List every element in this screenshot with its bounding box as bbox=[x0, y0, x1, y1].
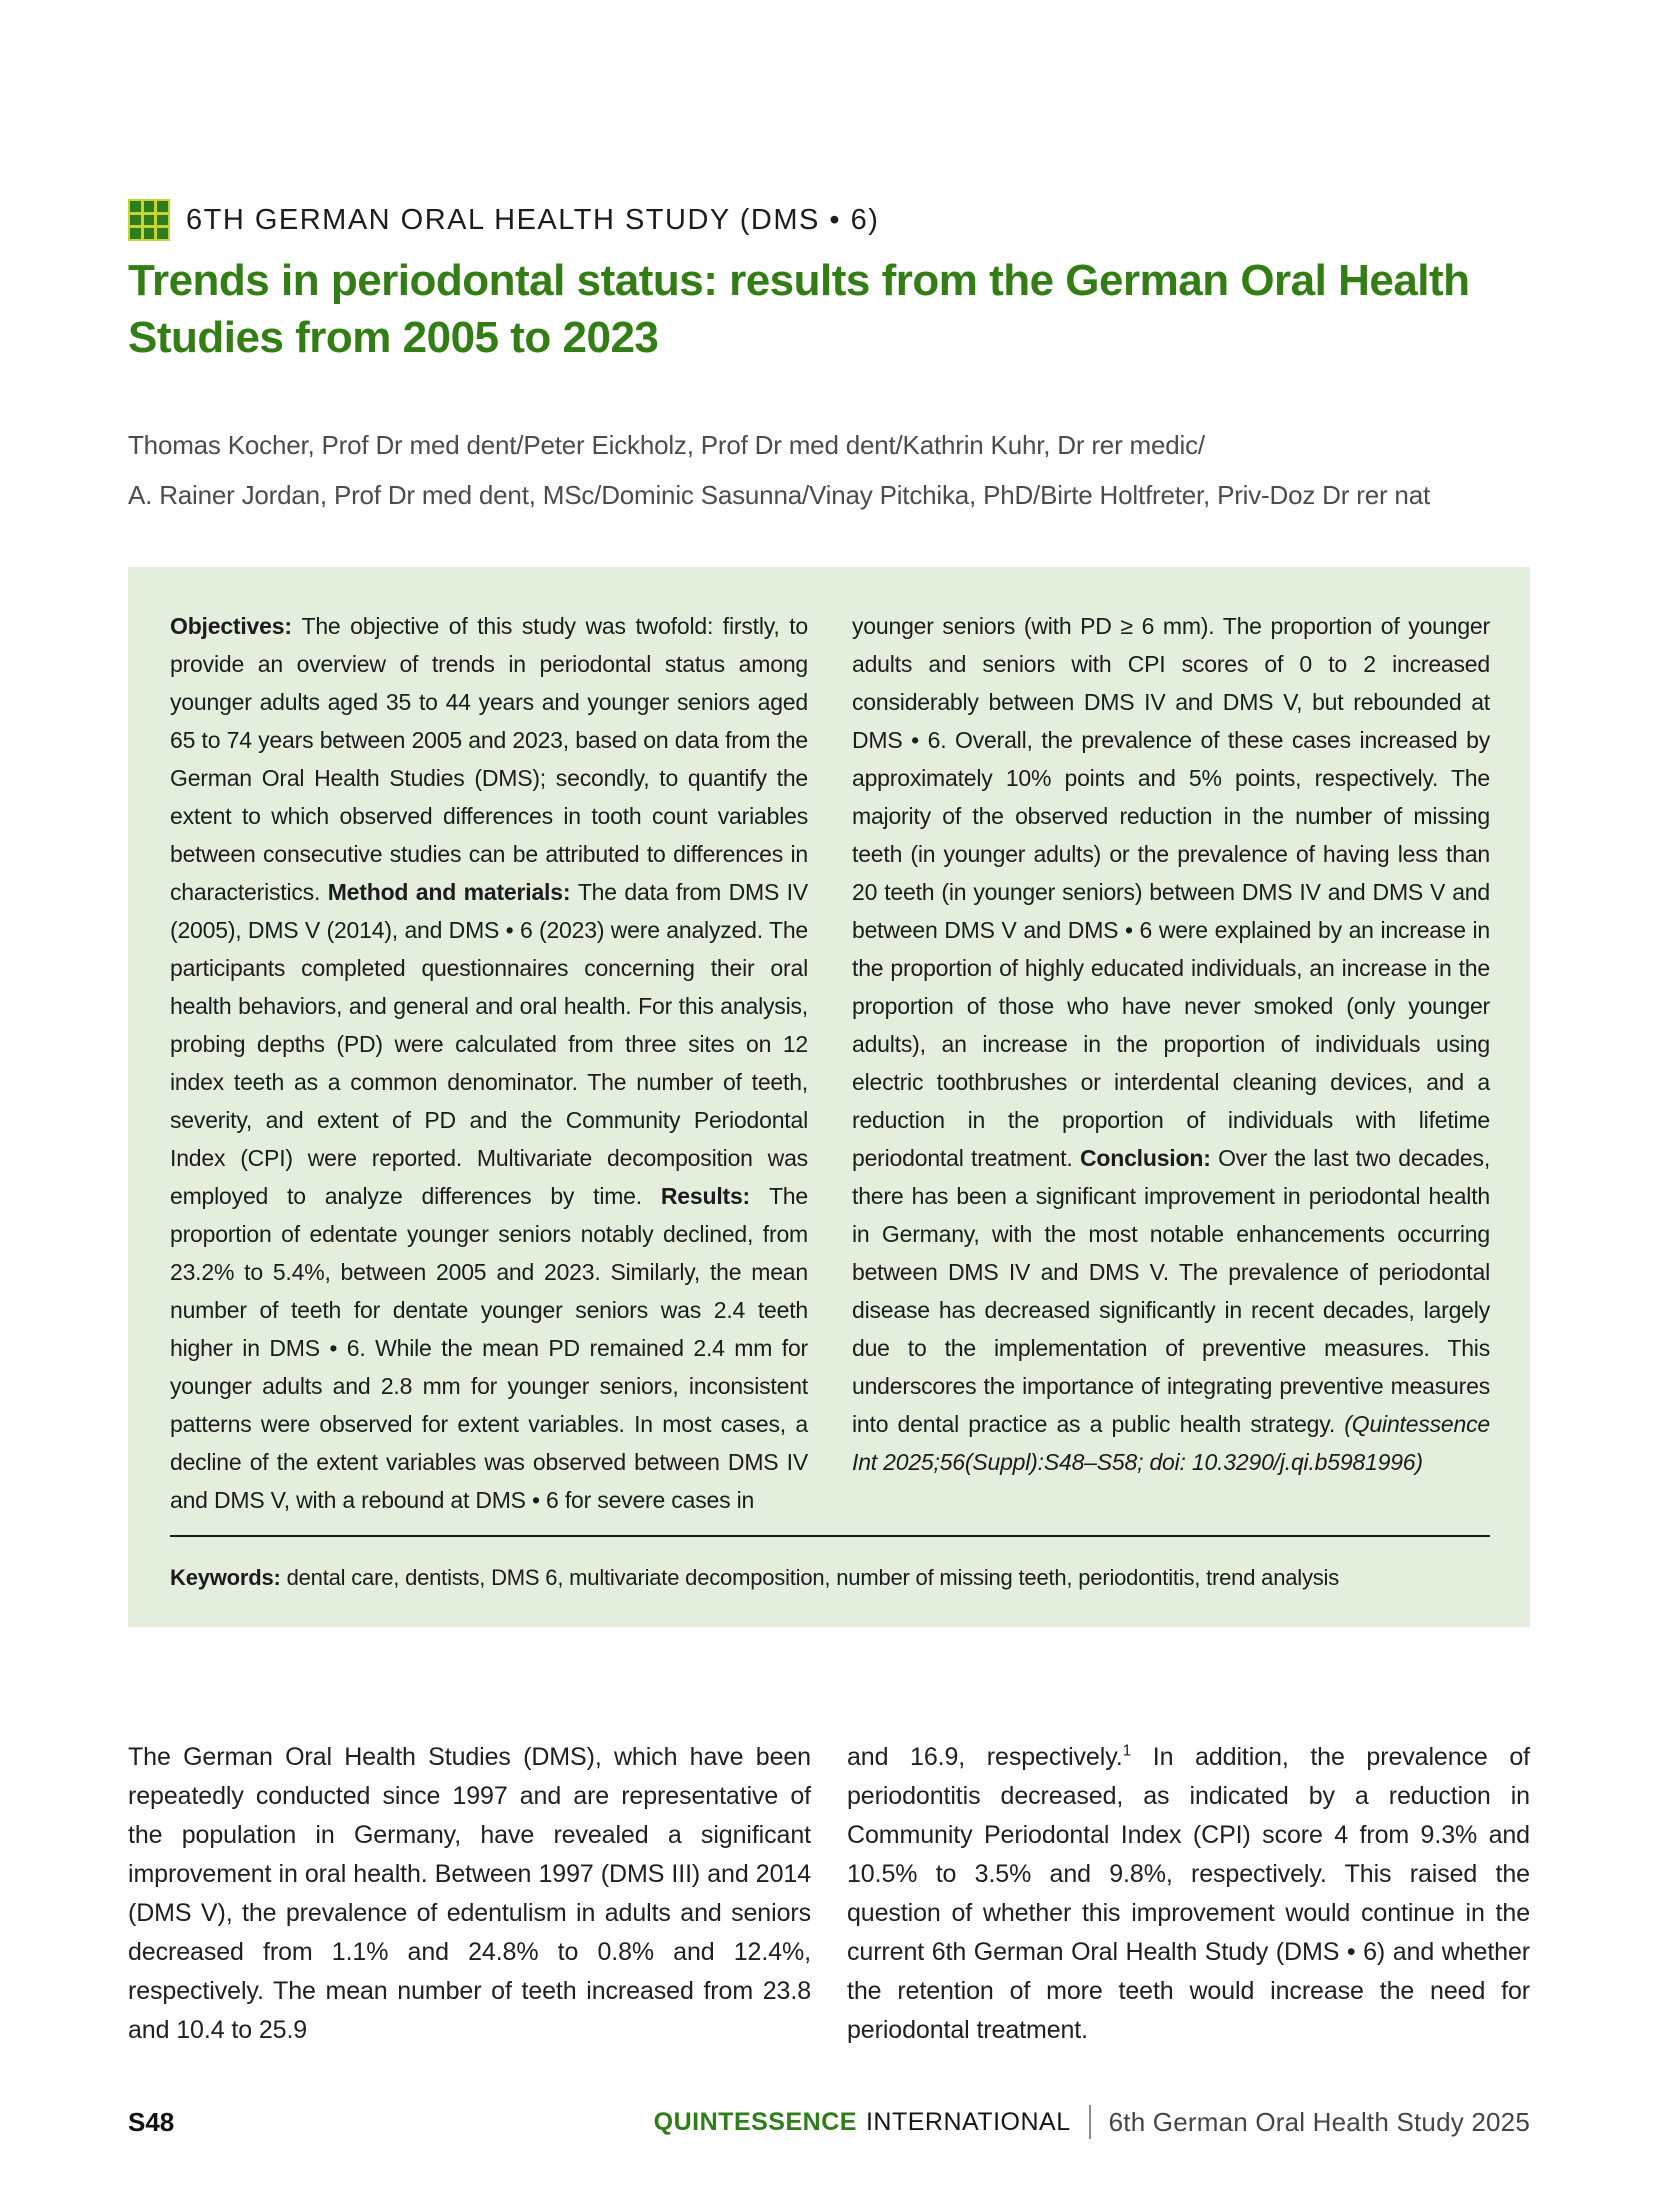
series-header bbox=[128, 198, 879, 242]
journal-name-regular: INTERNATIONAL bbox=[865, 2107, 1071, 2136]
page-number: S48 bbox=[128, 2106, 175, 2137]
article-title: Trends in periodontal status: results from the German Oral Health Studies from 2005 to 2023 bbox=[128, 256, 1470, 362]
keywords-line: Keywords: dental care, dentists, DMS 6, multivariate decomposition, number of missing teeth, periodontitis, trend analysis bbox=[170, 1565, 1340, 1590]
article-body bbox=[128, 1738, 1530, 2050]
green-grid-icon bbox=[128, 199, 170, 241]
footer-divider bbox=[1089, 2105, 1091, 2139]
keywords-divider bbox=[170, 1535, 1490, 1537]
issue-title: 6th German Oral Health Study 2025 bbox=[1108, 2106, 1530, 2137]
abstract-columns bbox=[170, 607, 1490, 1519]
journal-footer bbox=[654, 2105, 1530, 2139]
author-line-2: A. Rainer Jordan, Prof Dr med dent, MSc/Dominic Sasunna/Vinay Pitchika, PhD/Birte Holtfreter, Priv-Doz Dr rer nat bbox=[128, 480, 1430, 510]
abstract-column-left: Objectives: The objective of this study was twofold: firstly, to provide an overview of trends in periodontal status among younger adults aged 35 to 44 years and younger seniors aged 65 to 74 years between 2005 and 2023, based on data from the German Oral Health Studies (DMS); secondly, to quantify the extent to which observed differences in tooth count variables between consecutive studies can be attributed to differences in characteristics. Method and materials: The data from DMS IV (2005), DMS V (2014), and DMS • 6 (2023) were analyzed. The participants completed questionnaires concerning their oral health behaviors, and general and oral health. For this analysis, probing depths (PD) were calculated from three sites on 12 index teeth as a common denominator. The number of teeth, severity, and extent of PD and the Community Periodontal Index (CPI) were reported. Multivariate decomposition was employed to analyze differences by time. Results: The proportion of edentate younger seniors notably declined, from 23.2% to 5.4%, between 2005 and 2023. Similarly, the mean number of teeth for dentate younger seniors was 2.4 teeth higher in DMS • 6. While the mean PD remained 2.4 mm for younger adults and 2.8 mm for younger seniors, inconsistent patterns were observed for extent variables. In most cases, a decline of the extent variables was observed between DMS IV and DMS V, with a rebound at DMS • 6 for severe cases in bbox=[170, 613, 808, 1513]
body-column-right: and 16.9, respectively.$^1$ In addition, the prevalence of periodontitis decreased, as indicated by a reduction in Community Periodontal Index (CPI) score 4 from 9.3% and 10.5% to 3.5% and 9.8%, respectively. This raised the question of whether this improvement would continue in the current 6th German Oral Health Study (DMS • 6) and whether the retention of more teeth would increase the need for periodontal treatment. bbox=[847, 1742, 1531, 2044]
author-list bbox=[128, 420, 1548, 520]
page-footer bbox=[128, 2100, 1530, 2144]
series-title: 6TH GERMAN ORAL HEALTH STUDY (DMS • 6) bbox=[186, 203, 880, 236]
body-column-left: The German Oral Health Studies (DMS), which have been repeatedly conducted since 1997 and are representative of the population in Germany, have revealed a significant improvement in oral health. Between 1997 (DMS III) and 2014 (DMS V), the prevalence of edentulism in adults and seniors decreased from 1.1% and 24.8% to 0.8% and 12.4%, respectively. The mean number of teeth increased from 23.8 and 10.4 to 25.9 bbox=[128, 1743, 811, 2044]
journal-name-bold: QUINTESSENCE bbox=[653, 2107, 857, 2136]
abstract-column-right: younger seniors (with PD ≥ 6 mm). The proportion of younger adults and seniors with CPI scores of 0 to 2 increased considerably between DMS IV and DMS V, but rebounded at DMS • 6. Overall, the prevalence of these cases increased by approximately 10% points and 5% points, respectively. The majority of the observed reduction in the number of missing teeth (in younger adults) or the prevalence of having less than 20 teeth (in younger seniors) between DMS IV and DMS V and between DMS V and DMS • 6 were explained by an increase in the proportion of highly educated individuals, an increase in the proportion of those who have never smoked (only younger adults), an increase in the proportion of individuals using electric toothbrushes or interdental cleaning devices, and a reduction in the proportion of individuals with lifetime periodontal treatment. Conclusion: Over the last two decades, there has been a significant improvement in periodontal health in Germany, with the most notable enhancements occurring between DMS IV and DMS V. The prevalence of periodontal disease has decreased significantly in recent decades, largely due to the implementation of preventive measures. This underscores the importance of integrating preventive measures into dental practice as a public health strategy. (Quintessence Int 2025;56(Suppl):S48–S58; doi: 10.3290/j.qi.b5981996) bbox=[852, 613, 1491, 1475]
author-line-1: Thomas Kocher, Prof Dr med dent/Peter Eickholz, Prof Dr med dent/Kathrin Kuhr, Dr rer medic/ bbox=[128, 430, 1205, 460]
abstract-box bbox=[128, 567, 1530, 1627]
